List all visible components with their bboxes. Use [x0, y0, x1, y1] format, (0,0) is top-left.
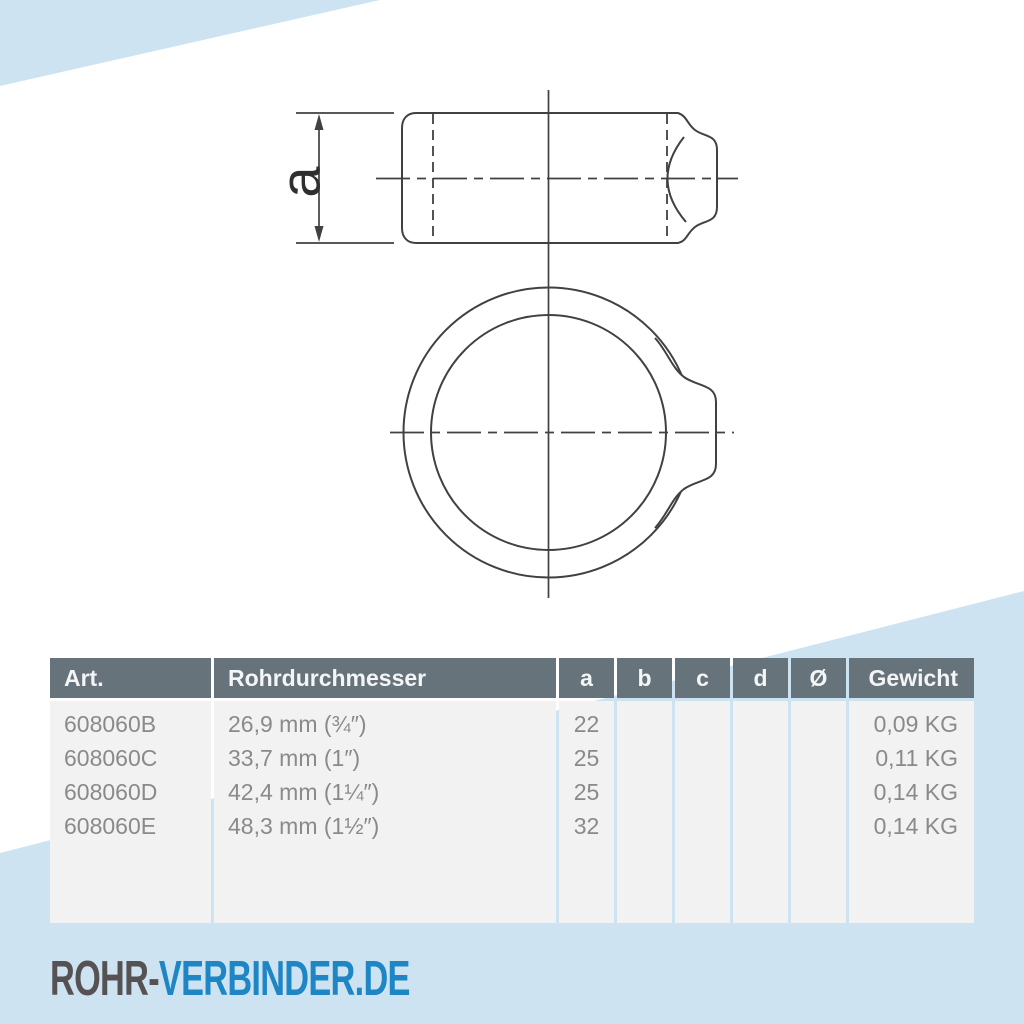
table-cell: 0,14 KG [873, 813, 958, 839]
column-header-b: b [617, 658, 672, 698]
table-cell [617, 809, 672, 843]
column-header-d: d [733, 658, 788, 698]
column-header-gewicht: Gewicht [849, 658, 974, 698]
spec-table [50, 658, 974, 923]
table-cell [791, 775, 846, 809]
table-column-art [50, 701, 211, 923]
table-cell [675, 809, 730, 843]
table-cell [733, 775, 788, 809]
table-cell [617, 775, 672, 809]
table-cell: 0,11 KG [875, 745, 958, 771]
table-column-gewicht [849, 701, 974, 923]
dimension-arrow-down [315, 226, 324, 242]
site-logo-secondary: VERBINDER.DE [158, 952, 410, 1006]
table-cell [791, 741, 846, 775]
table-cell [675, 741, 730, 775]
table-cell: 0,14 KG [873, 779, 958, 805]
table-cell [617, 707, 672, 741]
table-cell: 608060D [64, 779, 158, 805]
dimension-a-label: a [268, 166, 332, 198]
column-header-a: a [559, 658, 614, 698]
table-column-rohrdurchmesser [214, 701, 556, 923]
dimension-arrow-up [315, 114, 324, 130]
table-cell: 0,09 KG [873, 711, 958, 737]
site-logo-primary: ROHR- [50, 952, 159, 1006]
column-header-c: c [675, 658, 730, 698]
table-cell: 33,7 mm (1″) [228, 745, 361, 771]
table-cell: 22 [573, 711, 600, 737]
table-cell: 32 [573, 813, 600, 839]
side-view [376, 113, 738, 243]
table-cell [675, 775, 730, 809]
site-logo [50, 951, 410, 1007]
table-cell: 42,4 mm (1¼″) [228, 779, 380, 805]
table-cell [733, 741, 788, 775]
table-cell: 25 [573, 779, 600, 805]
table-column-a [559, 701, 614, 923]
side-view-mouth-arc [667, 137, 686, 222]
column-header-rohrdurchmesser: Rohrdurchmesser [214, 658, 556, 698]
table-cell: 608060B [64, 711, 157, 737]
table-cell [791, 707, 846, 741]
table-cell [675, 707, 730, 741]
top-left-accent-shape [0, 0, 380, 86]
table-cell: 608060C [64, 745, 158, 771]
table-cell [733, 707, 788, 741]
front-view [390, 288, 734, 578]
table-cell: 48,3 mm (1½″) [228, 813, 380, 839]
table-column-d [733, 701, 788, 923]
table-cell [617, 741, 672, 775]
spec-table-header [50, 658, 974, 698]
table-cell [791, 809, 846, 843]
table-column-c [675, 701, 730, 923]
column-header-art: Art. [50, 658, 211, 698]
table-column-diameter [791, 701, 846, 923]
spec-table-body [50, 701, 974, 923]
table-cell: 25 [573, 745, 600, 771]
table-cell [733, 809, 788, 843]
table-cell: 26,9 mm (¾″) [228, 711, 367, 737]
table-column-b [617, 701, 672, 923]
column-header-diameter: Ø [791, 658, 846, 698]
table-cell: 608060E [64, 813, 157, 839]
